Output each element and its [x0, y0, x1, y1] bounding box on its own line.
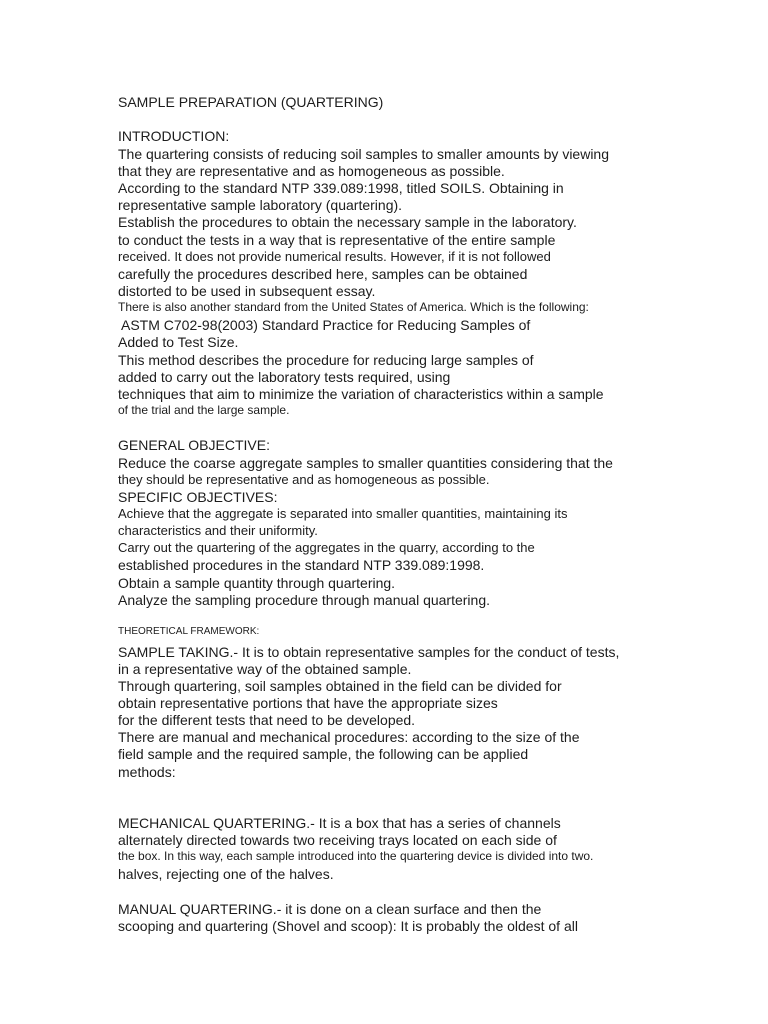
- specific-objectives-heading: SPECIFIC OBJECTIVES:: [118, 489, 278, 505]
- text-line: Reduce the coarse aggregate samples to smaller quantities considering that the: [118, 455, 613, 471]
- text-line: MECHANICAL QUARTERING.- It is a box that has a series of channels: [118, 815, 561, 831]
- text-line: they should be representative and as homogeneous as possible.: [118, 472, 490, 487]
- introduction-heading: INTRODUCTION:: [118, 128, 230, 144]
- text-line: that they are representative and as homogeneous as possible.: [118, 163, 505, 179]
- text-line: in a representative way of the obtained sample.: [118, 661, 412, 677]
- text-line: ASTM C702-98(2003) Standard Practice for Reducing Samples of: [121, 317, 531, 333]
- text-line: The quartering consists of reducing soil samples to smaller amounts by viewing: [118, 146, 610, 162]
- general-objective-heading: GENERAL OBJECTIVE:: [118, 437, 270, 453]
- theoretical-framework-heading: THEORETICAL FRAMEWORK:: [118, 626, 260, 637]
- text-line: Through quartering, soil samples obtained in the field can be divided for: [118, 678, 562, 694]
- text-line: carefully the procedures described here, samples can be obtained: [118, 266, 528, 282]
- text-line: MANUAL QUARTERING.- it is done on a clean surface and then the: [118, 901, 542, 917]
- text-line: Carry out the quartering of the aggregates in the quarry, according to the: [118, 540, 535, 555]
- text-line: scooping and quartering (Shovel and scoop): It is probably the oldest of all: [118, 918, 578, 934]
- text-line: Establish the procedures to obtain the necessary sample in the laboratory.: [118, 214, 577, 230]
- text-line: According to the standard NTP 339.089:1998, titled SOILS. Obtaining in: [118, 180, 564, 196]
- text-line: added to carry out the laboratory tests required, using: [118, 369, 451, 385]
- text-line: methods:: [118, 764, 176, 780]
- text-line: obtain representative portions that have the appropriate sizes: [118, 695, 498, 711]
- text-line: Added to Test Size.: [118, 334, 239, 350]
- text-line: Achieve that the aggregate is separated into smaller quantities, maintaining its: [118, 506, 568, 521]
- text-line: techniques that aim to minimize the variation of characteristics within a sample: [118, 386, 604, 402]
- text-line: distorted to be used in subsequent essay.: [118, 283, 376, 299]
- text-line: halves, rejecting one of the halves.: [118, 866, 334, 882]
- text-line: established procedures in the standard NTP 339.089:1998.: [118, 557, 485, 573]
- document-title: SAMPLE PREPARATION (QUARTERING): [118, 94, 384, 110]
- text-line: alternately directed towards two receiving trays located on each side of: [118, 832, 557, 848]
- text-line: to conduct the tests in a way that is representative of the entire sample: [118, 232, 556, 248]
- text-line: characteristics and their uniformity.: [118, 523, 318, 538]
- text-line: for the different tests that need to be developed.: [118, 712, 416, 728]
- text-line: There are manual and mechanical procedures: according to the size of the: [118, 729, 580, 745]
- text-line: representative sample laboratory (quartering).: [118, 197, 403, 213]
- text-line: There is also another standard from the United States of America. Which is the following:: [118, 300, 589, 314]
- text-line: SAMPLE TAKING.- It is to obtain representative samples for the conduct of tests,: [118, 644, 620, 660]
- text-line: of the trial and the large sample.: [118, 403, 290, 417]
- text-line: Analyze the sampling procedure through manual quartering.: [118, 592, 491, 608]
- text-line: This method describes the procedure for reducing large samples of: [118, 352, 534, 368]
- text-line: received. It does not provide numerical results. However, if it is not followed: [118, 249, 551, 264]
- text-line: Obtain a sample quantity through quartering.: [118, 575, 396, 591]
- text-line: the box. In this way, each sample introduced into the quartering device is divided into two.: [118, 849, 594, 863]
- text-line: field sample and the required sample, the following can be applied: [118, 746, 529, 762]
